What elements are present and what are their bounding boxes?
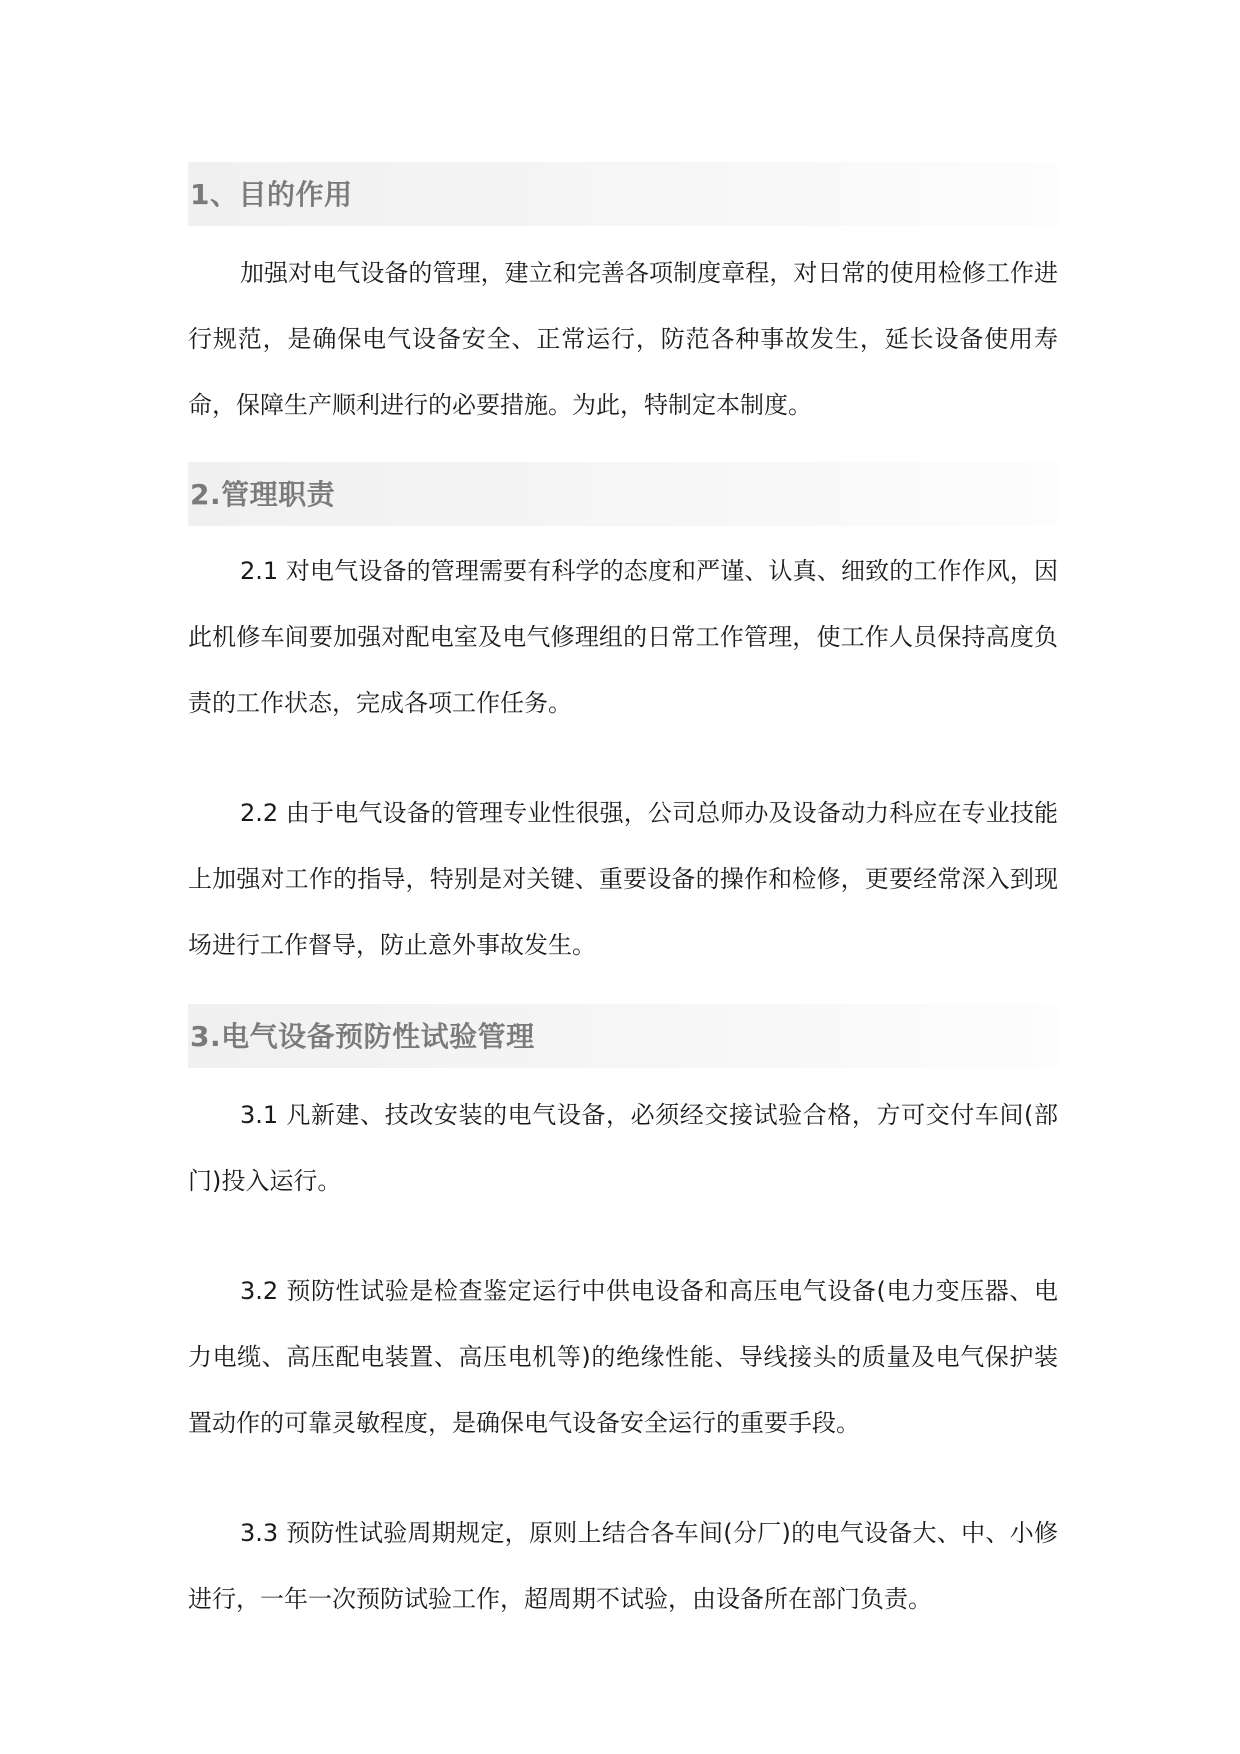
section-heading-preventive-tests: 3.电气设备预防性试验管理: [188, 1004, 1058, 1068]
section-paragraph: 3.1 凡新建、技改安装的电气设备，必须经交接试验合格，方可交付车间(部门)投入运行。: [188, 1101, 1058, 1195]
section-paragraph: 3.3 预防性试验周期规定，原则上结合各车间(分厂)的电气设备大、中、小修进行，一年一次预防试验工作，超周期不试验，由设备所在部门负责。: [188, 1519, 1058, 1613]
section-paragraph: 2.1 对电气设备的管理需要有科学的态度和严谨、认真、细致的工作作风，因此机修车间要加强对配电室及电气修理组的日常工作管理，使工作人员保持高度负责的工作状态，完成各项工作任务。: [188, 557, 1058, 717]
section-heading-purpose: 1、目的作用: [188, 162, 1058, 226]
section-paragraph: 3.2 预防性试验是检查鉴定运行中供电设备和高压电气设备(电力变压器、电力电缆、高压配电装置、高压电机等)的绝缘性能、导线接头的质量及电气保护装置动作的可靠灵敏程度，是确保电气设备安全运行的重要手段。: [188, 1277, 1058, 1437]
section-heading-responsibilities: 2.管理职责: [188, 462, 1058, 526]
section-paragraph: 2.2 由于电气设备的管理专业性很强，公司总师办及设备动力科应在专业技能上加强对工作的指导，特别是对关键、重要设备的操作和检修，更要经常深入到现场进行工作督导，防止意外事故发生。: [188, 799, 1058, 959]
document-body: [188, 162, 1058, 1632]
section-paragraph: 加强对电气设备的管理，建立和完善各项制度章程，对日常的使用检修工作进行规范，是确保电气设备安全、正常运行，防范各种事故发生，延长设备使用寿命，保障生产顺利进行的必要措施。为此，特制定本制度。: [188, 259, 1058, 419]
